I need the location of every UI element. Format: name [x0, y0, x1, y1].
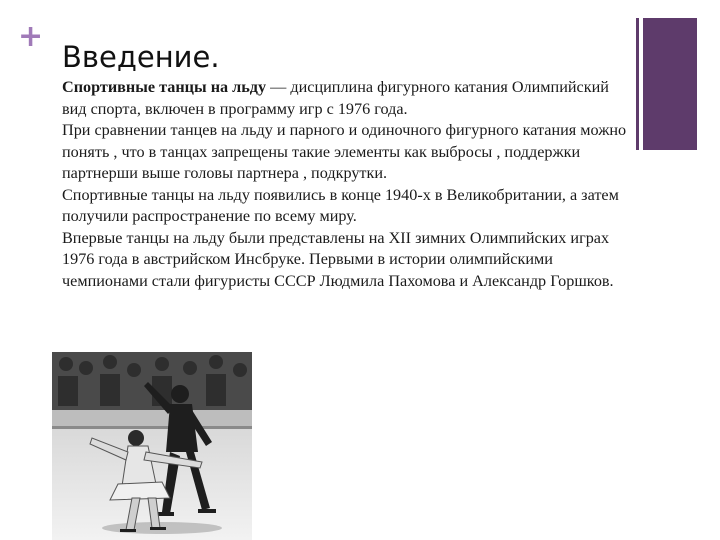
accent-block	[643, 18, 697, 150]
ice-dance-photo-graphic	[52, 352, 252, 540]
plus-icon: +	[18, 19, 44, 54]
accent-stripe	[636, 18, 639, 150]
slide-title: Введение.	[62, 40, 220, 74]
intro-paragraph	[62, 77, 632, 120]
paragraph-olympics: Впервые танцы на льду были представлены на XII зимних Олимпийских играх 1976 года в австрийском Инсбруке. Первыми в истории олимпийскими чемпионами стали фигуристы СССР Людмила Пахомова и Александр Горшков.	[62, 228, 614, 290]
ice-dance-photo	[52, 352, 252, 540]
paragraph-origin: Спортивные танцы на льду появились в конце 1940-х в Великобритании, а затем получили распространение по всему миру.	[62, 185, 619, 225]
intro-term: Спортивные танцы на льду	[62, 78, 267, 96]
paragraph-comparison: При сравнении танцев на льду и парного и одиночного фигурного катания можно понять , что в танцах запрещены такие элементы как выбросы , поддержки партнерши выше головы партнера , подкрутки.	[62, 121, 627, 182]
intro-rest: — дисциплина фигурного катания Олимпийский вид спорта, включен в программу игр с 1976 года.	[62, 78, 609, 118]
slide-body	[62, 77, 632, 292]
